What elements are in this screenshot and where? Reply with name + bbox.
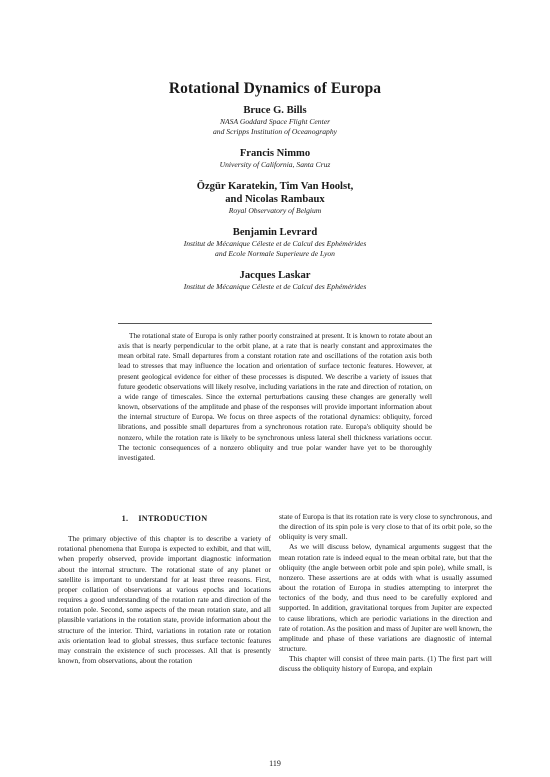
right-column [279,512,492,675]
page-number: 119 [269,759,281,768]
author-name: Benjamin Levrard [232,227,318,238]
author-name: and Nicolas Rambaux [225,194,325,205]
abstract-divider [118,323,432,324]
author-affiliation: and Ecole Normale Superieure de Lyon [215,249,335,258]
paper-title: Rotational Dynamics of Europa [168,80,382,97]
left-column [58,512,271,666]
body-paragraph: state of Europa is that its rotation rate is very close to synchronous, and the direction of its spin pole is very close to that of its orbit pole, so the obliquity is very small. [279,512,492,542]
body-paragraph: The primary objective of this chapter is to describe a variety of rotational phenomena that Europa is expected to exhibit, and that will, when properly observed, provide important diagnostic information about the internal structure. The rotational state of any planet or satellite is important to understand for at least three reasons. First, proper collation of observations at various epochs and locations requires a good understanding of the rotation rate and direction of the rotation pole. Second, some aspects of the mean rotation state, and all plausible variations in the rotation state, provide information about the structure of the interior. Third, variations in rotation rate or rotation axis orientation lead to global stresses, thus surface tectonic features may constrain the existence of such processes. All that is presently known, from observations, about the rotation [58,534,271,666]
author-list [0,104,550,302]
author-name: Jacques Laskar [239,270,311,281]
author-block [0,226,550,259]
author-affiliation: Institut de Mécanique Céleste et de Calcul des Ephémérides [183,282,367,291]
section-title: INTRODUCTION [138,514,208,523]
author-block [0,269,550,292]
body-paragraph: This chapter will consist of three main parts. (1) The first part will discuss the obliquity history of Europa, and explain [279,654,492,674]
author-affiliation: Royal Observatory of Belgium [228,206,322,215]
author-block [0,104,550,137]
body-paragraph: As we will discuss below, dynamical arguments suggest that the mean rotation rate is indeed equal to the mean orbital rate, but that the obliquity (the angle between orbit pole and spin pole), while small, is nonzero. These assertions are at odds with what is usually assumed about the rotation of Europa in studies attempting to interpret the tectonics of the body, and thus need to be carefully explored and supported. In addition, gravitational torques from Jupiter are expected to cause librations, which are periodic variations in the direction and rate of rotation. As the position and mass of Jupiter are well known, the amplitude and phase of these variations are diagnostic of internal structure. [279,542,492,654]
author-block [0,147,550,170]
author-name: Francis Nimmo [239,148,311,159]
author-affiliation: University of California, Santa Cruz [219,160,331,169]
author-name: Bruce G. Bills [243,105,307,116]
section-heading [58,514,271,524]
author-affiliation: NASA Goddard Space Flight Center [219,117,331,126]
author-block [0,180,550,216]
author-affiliation: and Scripps Institution of Oceanography [212,127,338,136]
section-number: 1. [121,514,129,523]
abstract [118,331,432,463]
author-affiliation: Institut de Mécanique Céleste et de Calcul des Ephémérides [183,239,367,248]
abstract-text: The rotational state of Europa is only rather poorly constrained at present. It is known to rotate about an axis that is nearly perpendicular to the orbit plane, at a rate that is nearly constant and approximates the mean orbital rate. Small departures from a constant rotation rate and oscillations of the rotation axis both lead to stresses that may influence the location and orientation of surface tectonic features. However, at present geological evidence for either of these processes is disputed. We describe a variety of issues that future geodetic observations will likely resolve, including variations in the rate and direction of rotation, on a wide range of timescales. Since the external perturbations causing these changes are generally well known, observations of the amplitude and phase of the responses will provide important information about the internal structure of Europa. We focus on three aspects of the rotational dynamics: obliquity, forced librations, and possible small departures from a synchronous rotation rate. Europa's obliquity should be nonzero, while the rotation rate is likely to be synchronous unless lateral shell thickness variations occur. The tectonic consequences of a nonzero obliquity and true polar wander have yet to be thoroughly investigated. [118,331,432,462]
author-name: Özgür Karatekin, Tim Van Hoolst, [196,181,354,192]
